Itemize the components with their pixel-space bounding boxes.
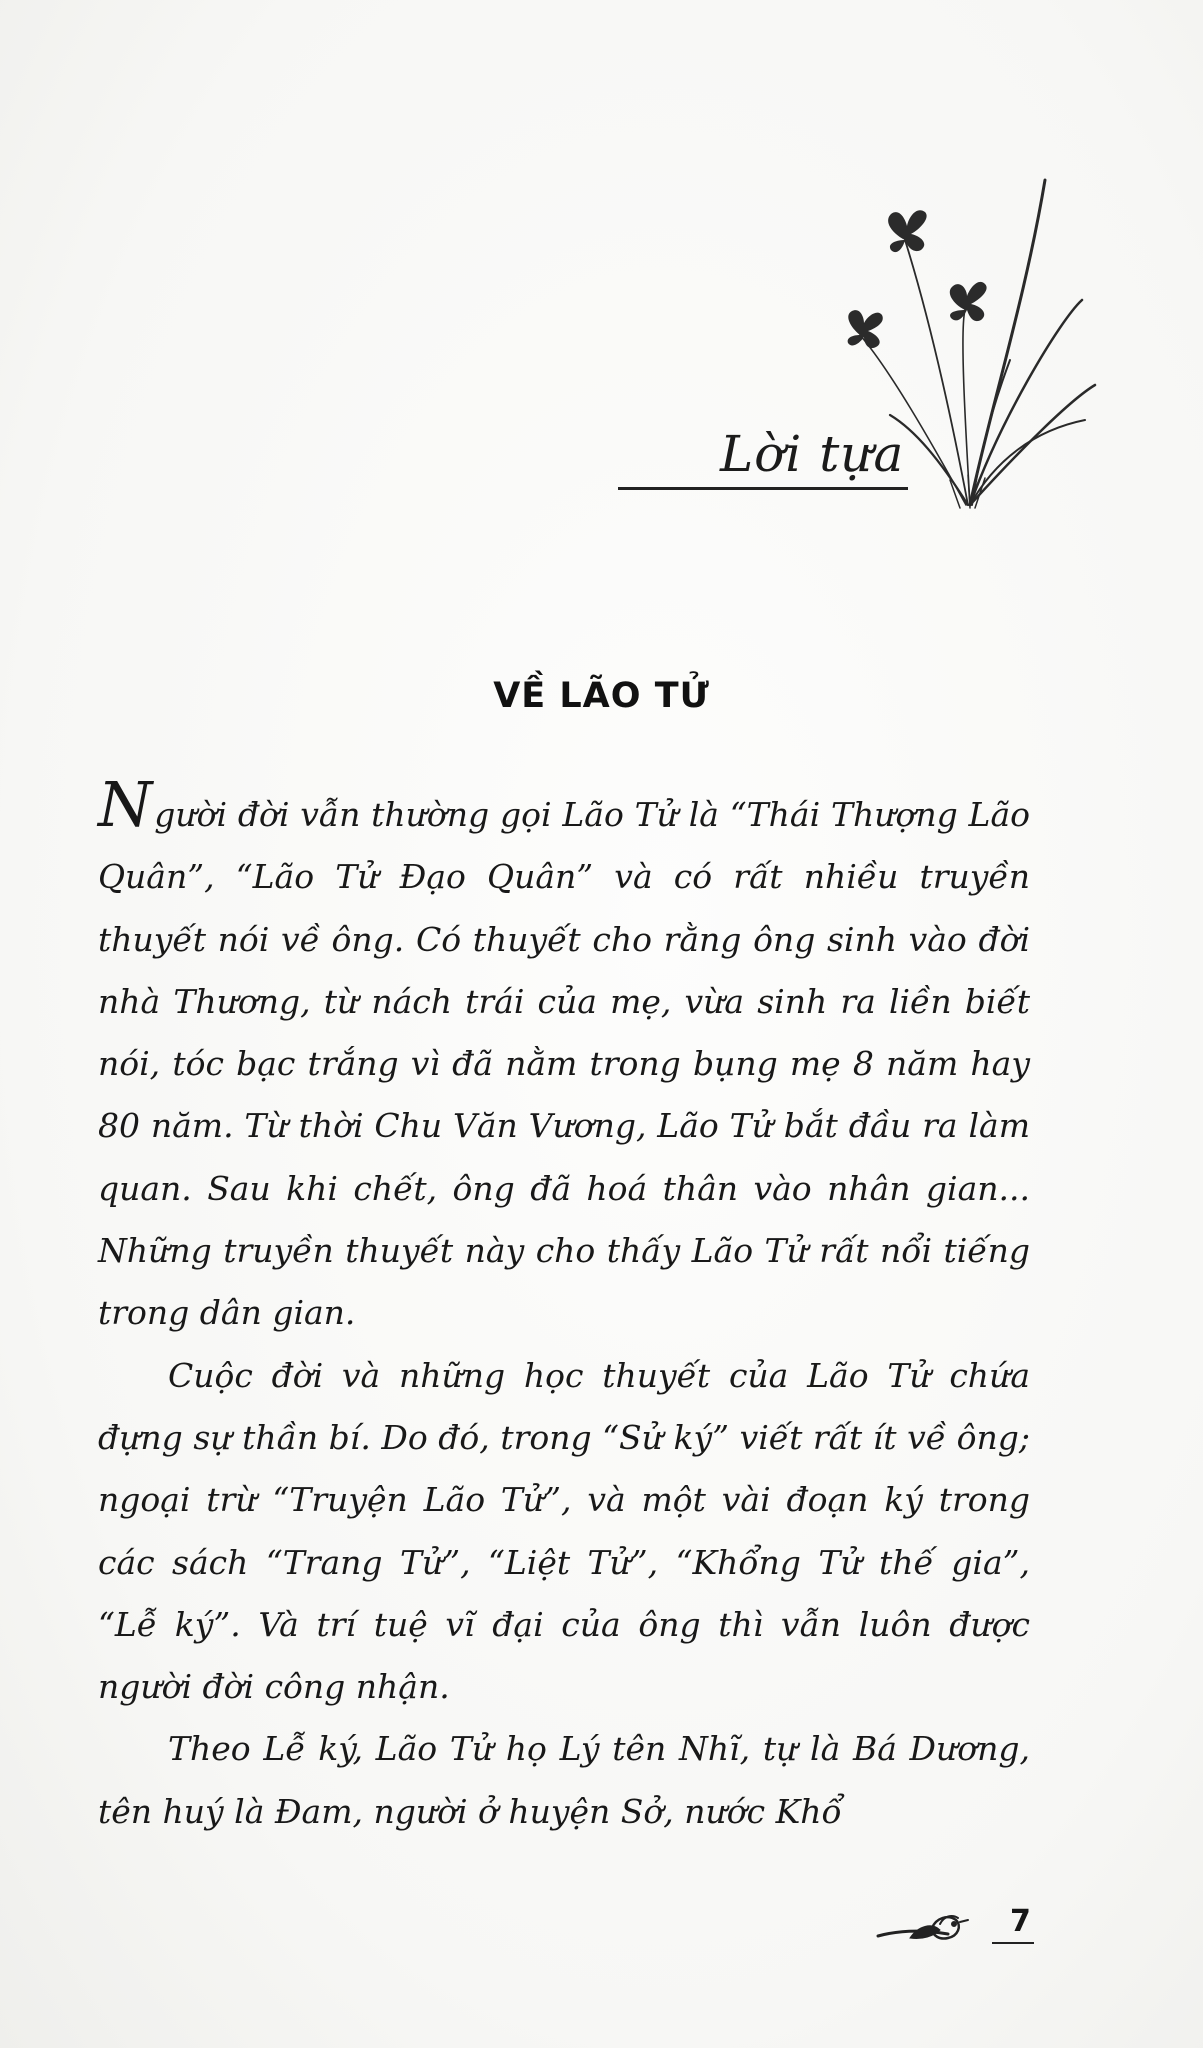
section-title: Lời tựa bbox=[720, 425, 905, 483]
paragraph-2: Cuộc đời và những học thuyết của Lão Tử chứa đựng sự thần bí. Do đó, trong “Sử ký” viết rất ít về ông; ngoại trừ “Truyện Lão Tử”, và một vài đoạn ký trong các sách “Trang Tử”, “Liệt Tử”, “Khổng Tử thế gia”, “Lễ ký”. Và trí tuệ vĩ đại của ông thì vẫn luôn được người đời công nhận. bbox=[98, 1355, 1030, 1707]
page-footer bbox=[870, 1900, 1070, 1950]
title-underline bbox=[618, 487, 908, 490]
page-number: 7 bbox=[1010, 1904, 1031, 1939]
bird-ornament-icon bbox=[870, 1908, 1000, 1948]
drop-cap: N bbox=[98, 768, 153, 841]
section-header bbox=[600, 160, 1100, 540]
paragraph-1 bbox=[98, 768, 1030, 1345]
paragraph-3: Theo Lễ ký, Lão Tử họ Lý tên Nhĩ, tự là Bá Dương, tên huý là Đam, người ở huyện Sở, nước Khổ bbox=[98, 1729, 1030, 1831]
chapter-heading: VỀ LÃO TỬ bbox=[493, 676, 710, 716]
body-text bbox=[98, 768, 1030, 1843]
page-number-underline bbox=[992, 1942, 1034, 1944]
orchid-illustration bbox=[820, 160, 1100, 540]
paragraph-1-text: gười đời vẫn thường gọi Lão Tử là “Thái Thượng Lão Quân”, “Lão Tử Đạo Quân” và có rất nhiều truyền thuyết nói về ông. Có thuyết cho rằng ông sinh vào đời nhà Thương, từ nách trái của mẹ, vừa sinh ra liền biết nói, tóc bạc trắng vì đã nằm trong bụng mẹ 8 năm hay 80 năm. Từ thời Chu Văn Vương, Lão Tử bắt đầu ra làm quan. Sau khi chết, ông đã hoá thân vào nhân gian... Những truyền thuyết này cho thấy Lão Tử rất nổi tiếng trong dân gian. bbox=[98, 795, 1030, 1333]
